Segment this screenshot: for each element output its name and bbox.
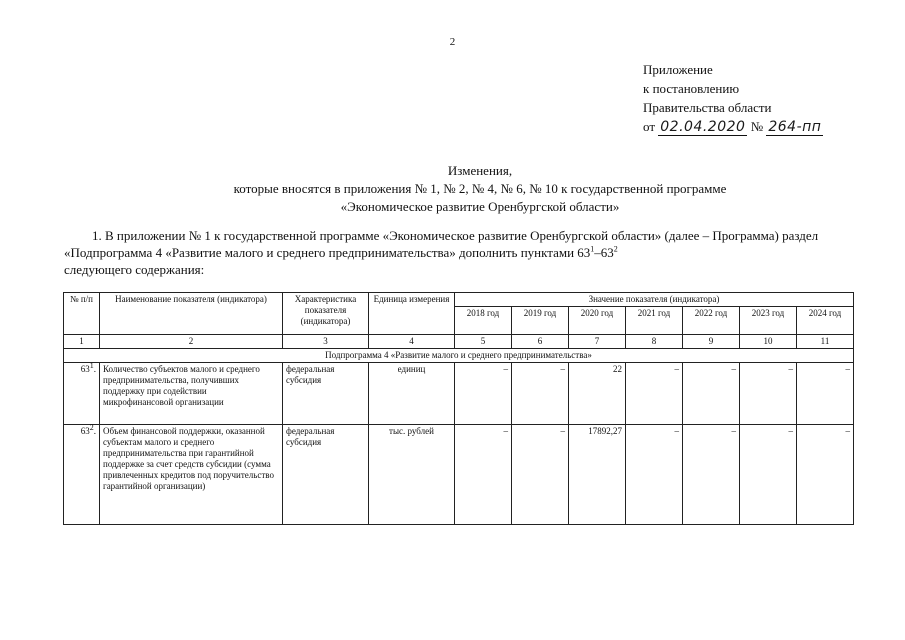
appendix-header	[643, 60, 823, 137]
appendix-date-line	[643, 117, 823, 137]
header-values-group: Значение показателя (индикатора)	[455, 293, 854, 307]
column-number: 7	[569, 335, 626, 349]
column-number: 11	[797, 335, 854, 349]
header-num: № п/п	[64, 293, 100, 335]
column-number: 10	[740, 335, 797, 349]
column-number: 8	[626, 335, 683, 349]
column-number: 3	[283, 335, 369, 349]
column-number: 5	[455, 335, 512, 349]
intro-text: 1. В приложении № 1 к государственной программе «Экономическое развитие Оренбургской области» (далее – Программа) раздел «Подпрограмма 4 «Развитие малого и среднего предпринимательства» дополнить пунктами 63	[64, 228, 819, 260]
header-unit: Единица измерения	[369, 293, 455, 335]
row-value: –	[740, 425, 797, 525]
header-year: 2022 год	[683, 307, 740, 335]
row-value: –	[683, 363, 740, 425]
column-number: 9	[683, 335, 740, 349]
column-number: 2	[100, 335, 283, 349]
row-value: –	[740, 363, 797, 425]
page-number: 2	[449, 36, 456, 48]
column-number: 1	[64, 335, 100, 349]
column-number-row	[64, 335, 854, 349]
intro-paragraph	[64, 227, 844, 278]
column-number: 6	[512, 335, 569, 349]
title-line-1: Изменения,	[447, 163, 513, 178]
row-value: –	[683, 425, 740, 525]
intro-sup-2: 2	[613, 244, 618, 254]
indicators-table	[63, 292, 854, 525]
row-unit: тыс. рублей	[369, 425, 455, 525]
header-row-1	[64, 293, 854, 307]
header-year: 2023 год	[740, 307, 797, 335]
row-value: –	[626, 363, 683, 425]
row-characteristic: федеральная субсидия	[283, 363, 369, 425]
header-year: 2018 год	[455, 307, 512, 335]
from-label: от	[643, 119, 656, 134]
header-year: 2021 год	[626, 307, 683, 335]
header-year: 2024 год	[797, 307, 854, 335]
column-number: 4	[369, 335, 455, 349]
handwritten-date: 02.04.2020	[660, 119, 746, 135]
row-value: 17892,27	[569, 425, 626, 525]
row-value: –	[797, 425, 854, 525]
title-line-3: «Экономическое развитие Оренбургской области»	[340, 199, 620, 214]
intro-sup-1: 1	[590, 244, 595, 254]
row-characteristic: федеральная субсидия	[283, 425, 369, 525]
intro-tail: следующего содержания:	[64, 262, 205, 277]
appendix-line-1: Приложение	[643, 62, 713, 77]
table-row	[64, 425, 854, 525]
row-value: –	[512, 363, 569, 425]
header-characteristic: Характеристика показателя (индикатора)	[283, 293, 369, 335]
row-value: 22	[569, 363, 626, 425]
handwritten-number: 264-пп	[768, 119, 822, 135]
appendix-line-2: к постановлению	[643, 81, 740, 96]
document-title	[0, 162, 905, 216]
row-number: $63^2$.	[64, 425, 100, 525]
row-name: Количество субъектов малого и среднего предпринимательства, получивших поддержку при содействии микрофинансовой организации	[100, 363, 283, 425]
row-value: –	[455, 425, 512, 525]
row-number: $63^1$.	[64, 363, 100, 425]
table-row	[64, 363, 854, 425]
row-unit: единиц	[369, 363, 455, 425]
header-name: Наименование показателя (индикатора)	[100, 293, 283, 335]
intro-dash: –63	[594, 245, 614, 260]
header-year: 2019 год	[512, 307, 569, 335]
appendix-line-3: Правительства области	[643, 100, 772, 115]
row-value: –	[512, 425, 569, 525]
number-label: №	[750, 119, 764, 134]
section-row	[64, 349, 854, 363]
row-name: Объем финансовой поддержки, оказанной субъектам малого и среднего предпринимательства при гарантийной поддержке за счет средств субсидии (сумма привлеченных кредитов под поручительство гарантийной организации)	[100, 425, 283, 525]
row-value: –	[626, 425, 683, 525]
header-year: 2020 год	[569, 307, 626, 335]
section-title: Подпрограмма 4 «Развитие малого и среднего предпринимательства»	[64, 349, 854, 363]
title-line-2: которые вносятся в приложения № 1, № 2, № 4, № 6, № 10 к государственной программе	[233, 181, 727, 196]
row-value: –	[797, 363, 854, 425]
row-value: –	[455, 363, 512, 425]
